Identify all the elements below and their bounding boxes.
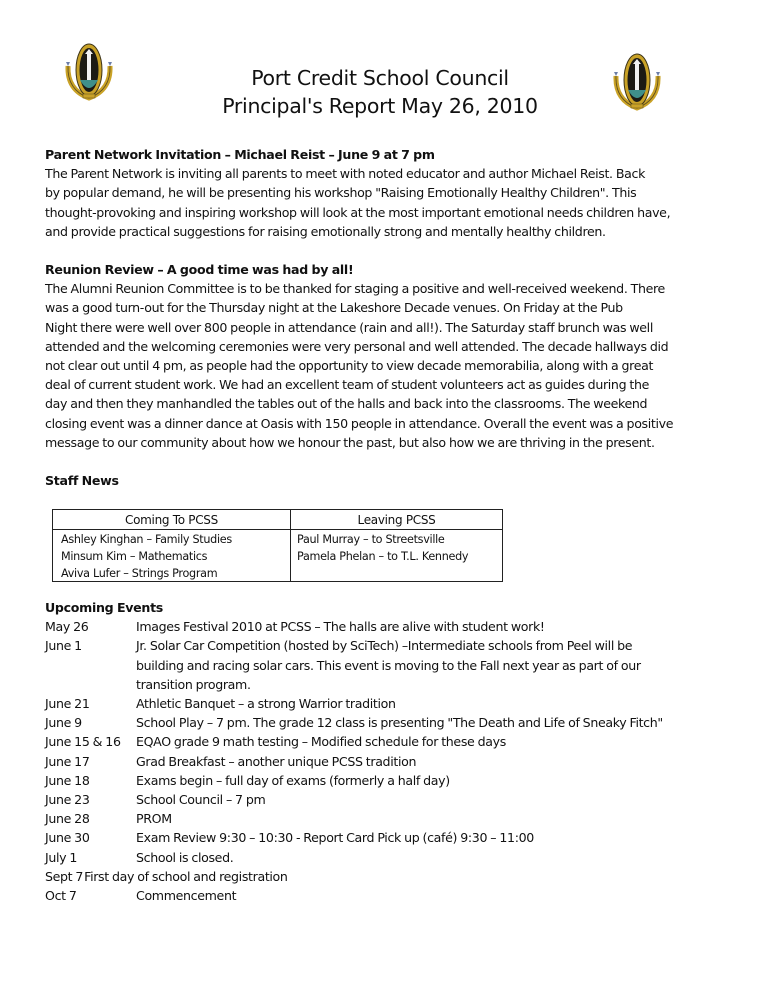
paragraph-line: was a good turn-out for the Thursday night at the Lakeshore Decade venues. On Friday at the Pub <box>45 300 623 316</box>
event-description <box>136 790 735 809</box>
event-date: Oct 7 <box>45 888 77 904</box>
event-row <box>45 790 735 809</box>
event-line: Jr. Solar Car Competition (hosted by SciTech) –Intermediate schools from Peel will be <box>136 638 633 654</box>
event-row <box>45 828 735 847</box>
paragraph-line: message to our community about how we honour the past, but also how we are thriving in the present. <box>45 434 655 450</box>
table-cell: Paul Murray – to Streetsville <box>297 533 445 546</box>
event-date: June 18 <box>45 772 90 788</box>
event-description <box>136 713 735 732</box>
event-description <box>136 617 735 636</box>
event-row <box>45 752 735 771</box>
column-coming <box>53 510 291 581</box>
event-date: June 9 <box>45 715 82 731</box>
event-row <box>45 713 735 732</box>
event-description <box>136 732 735 751</box>
event-row <box>45 694 735 713</box>
event-line: Grad Breakfast – another unique PCSS tradition <box>136 753 417 769</box>
event-row <box>45 636 735 694</box>
event-line: Exam Review 9:30 – 10:30 - Report Card Pick up (café) 9:30 – 11:00 <box>136 830 534 846</box>
event-line: transition program. <box>136 676 251 692</box>
event-description <box>136 809 735 828</box>
event-line: School is closed. <box>136 849 234 865</box>
paragraph-line: Night there were well over 800 people in attendance (rain and all!). The Saturday staff brunch was well <box>45 319 653 335</box>
event-date: June 15 & 16 <box>45 734 121 750</box>
paragraph-line: by popular demand, he will be presenting his workshop "Raising Emotionally Healthy Children". This <box>45 185 637 201</box>
event-description <box>136 771 735 790</box>
event-date: June 17 <box>45 753 90 769</box>
event-description <box>136 828 735 847</box>
event-line: Exams begin – full day of exams (formerly a half day) <box>136 772 450 788</box>
paragraph-line: and provide practical suggestions for raising emotionally strong and mentally healthy children. <box>45 223 606 239</box>
event-row <box>45 867 735 886</box>
section-heading: Parent Network Invitation – Michael Reist – June 9 at 7 pm <box>45 147 435 162</box>
school-crest-icon <box>612 50 662 114</box>
paragraph-line: The Alumni Reunion Committee is to be thanked for staging a positive and well-received weekend. There <box>45 281 665 297</box>
upcoming-events <box>45 598 735 905</box>
title-line-1: Port Credit School Council <box>251 66 509 90</box>
event-line: building and racing solar cars. This event is moving to the Fall next year as part of our <box>136 657 641 673</box>
event-line: Athletic Banquet – a strong Warrior tradition <box>136 696 396 712</box>
table-cell: Pamela Phelan – to T.L. Kennedy <box>297 550 469 563</box>
spacer <box>45 241 735 260</box>
event-date: June 1 <box>45 638 82 654</box>
event-description <box>136 636 735 694</box>
event-date: June 23 <box>45 792 90 808</box>
staff-news-table <box>52 509 503 582</box>
event-line: PROM <box>136 811 172 827</box>
section-heading-upcoming-events: Upcoming Events <box>45 600 163 615</box>
event-date: May 26 <box>45 619 89 635</box>
section-reunion <box>45 260 735 452</box>
event-line: School Council – 7 pm <box>136 792 266 808</box>
event-line: Images Festival 2010 at PCSS – The halls are alive with student work! <box>136 619 545 635</box>
event-description <box>136 886 735 905</box>
paragraph-line: The Parent Network is inviting all parents to meet with noted educator and author Michael Reist. Back <box>45 166 646 182</box>
event-description <box>136 848 735 867</box>
column-header: Leaving PCSS <box>291 510 502 530</box>
paragraph-line: deal of current student work. We had an excellent team of student volunteers act as guides during the <box>45 377 649 393</box>
section-parent-network <box>45 145 735 241</box>
event-line: EQAO grade 9 math testing – Modified schedule for these days <box>136 734 506 750</box>
paragraph-line: attended and the welcoming ceremonies were very personal and well attended. The decade hallways did <box>45 338 669 354</box>
section-heading: Reunion Review – A good time was had by all! <box>45 262 354 278</box>
event-row <box>45 732 735 751</box>
event-line: Commencement <box>136 888 237 904</box>
event-row <box>45 617 735 636</box>
paragraph-line: not clear out until 4 pm, as people had the opportunity to view decade memorabilia, along with a great <box>45 358 654 374</box>
document-title <box>160 64 600 120</box>
event-row <box>45 771 735 790</box>
event-row <box>45 809 735 828</box>
table-cell: Minsum Kim – Mathematics <box>61 550 208 563</box>
event-description <box>136 752 735 771</box>
event-line: First day of school and registration <box>84 868 288 884</box>
paragraph-line: thought-provoking and inspiring workshop will look at the most important emotional needs children have, <box>45 204 671 220</box>
event-date: Sept 7 <box>45 868 84 884</box>
event-description <box>136 694 735 713</box>
paragraph-line: closing event was a dinner dance at Oasis with 150 people in attendance. Overall the event was a positive <box>45 415 674 431</box>
spacer <box>45 452 735 471</box>
school-crest-icon <box>64 40 114 104</box>
table-cell: Aviva Lufer – Strings Program <box>61 567 218 580</box>
column-header: Coming To PCSS <box>53 510 290 530</box>
report-body <box>45 145 735 490</box>
table-cell: Ashley Kinghan – Family Studies <box>61 533 232 546</box>
title-line-2: Principal's Report May 26, 2010 <box>222 94 538 118</box>
event-date: June 30 <box>45 830 90 846</box>
section-heading-staff-news: Staff News <box>45 473 119 489</box>
event-date: June 21 <box>45 696 90 712</box>
event-date: June 28 <box>45 811 90 827</box>
column-leaving <box>291 510 502 581</box>
paragraph-line: day and then they manhandled the tables out of the halls and back into the classrooms. The weekend <box>45 396 648 412</box>
event-row <box>45 848 735 867</box>
event-line: School Play – 7 pm. The grade 12 class is presenting "The Death and Life of Sneaky Fitch" <box>136 715 663 731</box>
event-description <box>84 867 735 886</box>
event-date: July 1 <box>45 849 78 865</box>
event-row <box>45 886 735 905</box>
